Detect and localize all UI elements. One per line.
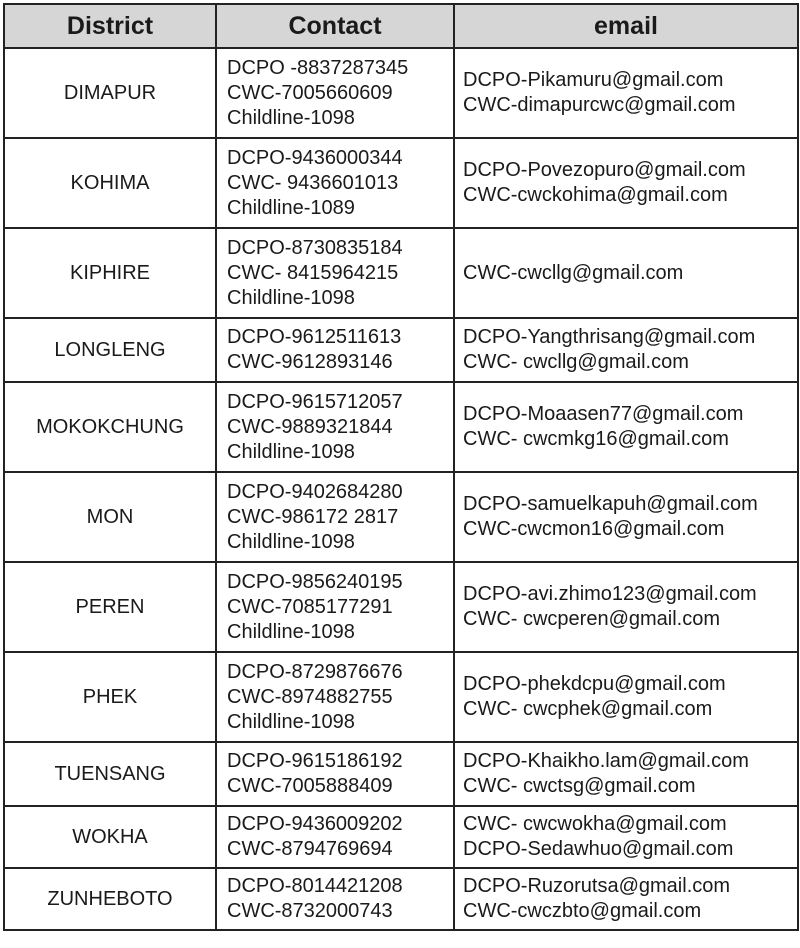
contact-line: Childline-1098	[227, 620, 355, 643]
contact-line: CWC- 8415964215	[227, 261, 399, 284]
district-cell: TUENSANG	[4, 742, 216, 806]
contact-line: Childline-1089	[227, 196, 355, 219]
email-cell	[454, 472, 798, 562]
contact-line: Childline-1098	[227, 710, 355, 733]
contact-line: CWC-8794769694	[227, 838, 393, 860]
contact-line: CWC-8974882755	[227, 685, 393, 708]
table-row	[4, 382, 798, 472]
contact-cell	[216, 228, 454, 318]
district-cell: ZUNHEBOTO	[4, 868, 216, 930]
email-line: CWC-dimapurcwc@gmail.com	[463, 94, 736, 116]
contact-cell	[216, 562, 454, 652]
email-line: CWC- cwcphek@gmail.com	[463, 698, 713, 720]
email-cell	[454, 228, 798, 318]
contact-cell	[216, 48, 454, 138]
contact-line: DCPO-8014421208	[227, 875, 403, 897]
contact-line: DCPO-9402684280	[227, 480, 403, 503]
email-line: DCPO-Sedawhuo@gmail.com	[463, 838, 734, 860]
district-cell: PHEK	[4, 652, 216, 742]
email-line: CWC-cwcllg@gmail.com	[463, 261, 684, 284]
header-district: District	[4, 4, 216, 48]
contact-cell	[216, 382, 454, 472]
header-email: email	[454, 4, 798, 48]
contact-line: CWC-7005660609	[227, 81, 393, 104]
contact-line: Childline-1098	[227, 440, 355, 463]
email-line: DCPO-Moaasen77@gmail.com	[463, 403, 744, 425]
email-cell	[454, 382, 798, 472]
contact-line: DCPO -8837287345	[227, 56, 409, 79]
email-cell	[454, 806, 798, 868]
email-line: CWC- cwctsg@gmail.com	[463, 775, 696, 797]
contact-line: DCPO-9856240195	[227, 570, 403, 593]
email-line: CWC-cwcmon16@gmail.com	[463, 518, 725, 540]
district-cell: MOKOKCHUNG	[4, 382, 216, 472]
contact-cell	[216, 742, 454, 806]
contact-line: DCPO-9615712057	[227, 390, 403, 413]
contact-line: DCPO-9436000344	[227, 146, 403, 169]
contact-line: CWC-9612893146	[227, 351, 393, 373]
district-cell: KIPHIRE	[4, 228, 216, 318]
contact-line: CWC-7085177291	[227, 595, 393, 618]
contact-cell	[216, 806, 454, 868]
contact-line: DCPO-9612511613	[227, 326, 402, 348]
table-body	[4, 48, 798, 930]
contact-line: CWC-8732000743	[227, 900, 393, 922]
contact-line: Childline-1098	[227, 106, 355, 129]
header-contact: Contact	[216, 4, 454, 48]
contact-line: CWC-986172 2817	[227, 505, 399, 528]
email-cell	[454, 562, 798, 652]
district-cell: KOHIMA	[4, 138, 216, 228]
email-cell	[454, 318, 798, 382]
email-line: DCPO-Povezopuro@gmail.com	[463, 159, 746, 181]
table-row	[4, 228, 798, 318]
table-row	[4, 868, 798, 930]
table-row	[4, 472, 798, 562]
email-line: CWC- cwcmkg16@gmail.com	[463, 428, 729, 450]
table-row	[4, 48, 798, 138]
district-cell: LONGLENG	[4, 318, 216, 382]
email-line: DCPO-Pikamuru@gmail.com	[463, 69, 724, 91]
email-line: DCPO-phekdcpu@gmail.com	[463, 673, 726, 695]
contact-line: Childline-1098	[227, 286, 355, 309]
contact-line: CWC-9889321844	[227, 415, 393, 438]
email-line: DCPO-Khaikho.lam@gmail.com	[463, 750, 749, 772]
contact-cell	[216, 318, 454, 382]
contact-line: CWC-7005888409	[227, 775, 393, 797]
table-row	[4, 318, 798, 382]
table-header	[4, 4, 798, 48]
contact-cell	[216, 138, 454, 228]
email-cell	[454, 742, 798, 806]
email-line: CWC- cwcllg@gmail.com	[463, 351, 689, 373]
contact-cell	[216, 472, 454, 562]
email-line: DCPO-Yangthrisang@gmail.com	[463, 326, 756, 348]
email-line: CWC-cwckohima@gmail.com	[463, 184, 728, 206]
email-line: DCPO-Ruzorutsa@gmail.com	[463, 875, 731, 897]
district-cell: MON	[4, 472, 216, 562]
email-line: CWC- cwcwokha@gmail.com	[463, 813, 727, 835]
contact-line: DCPO-8730835184	[227, 236, 403, 259]
contact-cell	[216, 652, 454, 742]
table-row	[4, 652, 798, 742]
table-row	[4, 806, 798, 868]
table-row	[4, 742, 798, 806]
email-line: DCPO-avi.zhimo123@gmail.com	[463, 583, 757, 605]
table-row	[4, 138, 798, 228]
email-line: CWC- cwcperen@gmail.com	[463, 608, 721, 630]
district-contacts-table	[3, 3, 799, 931]
contact-line: DCPO-9615186192	[227, 750, 403, 772]
contact-line: DCPO-9436009202	[227, 813, 403, 835]
email-line: DCPO-samuelkapuh@gmail.com	[463, 493, 758, 515]
email-cell	[454, 138, 798, 228]
email-cell	[454, 868, 798, 930]
district-cell: PEREN	[4, 562, 216, 652]
contact-line: CWC- 9436601013	[227, 171, 399, 194]
contact-cell	[216, 868, 454, 930]
contact-line: Childline-1098	[227, 530, 355, 553]
header-row	[4, 4, 798, 48]
contact-line: DCPO-8729876676	[227, 660, 403, 683]
table-row	[4, 562, 798, 652]
district-cell: WOKHA	[4, 806, 216, 868]
email-cell	[454, 48, 798, 138]
email-cell	[454, 652, 798, 742]
email-line: CWC-cwczbto@gmail.com	[463, 900, 702, 922]
district-cell: DIMAPUR	[4, 48, 216, 138]
